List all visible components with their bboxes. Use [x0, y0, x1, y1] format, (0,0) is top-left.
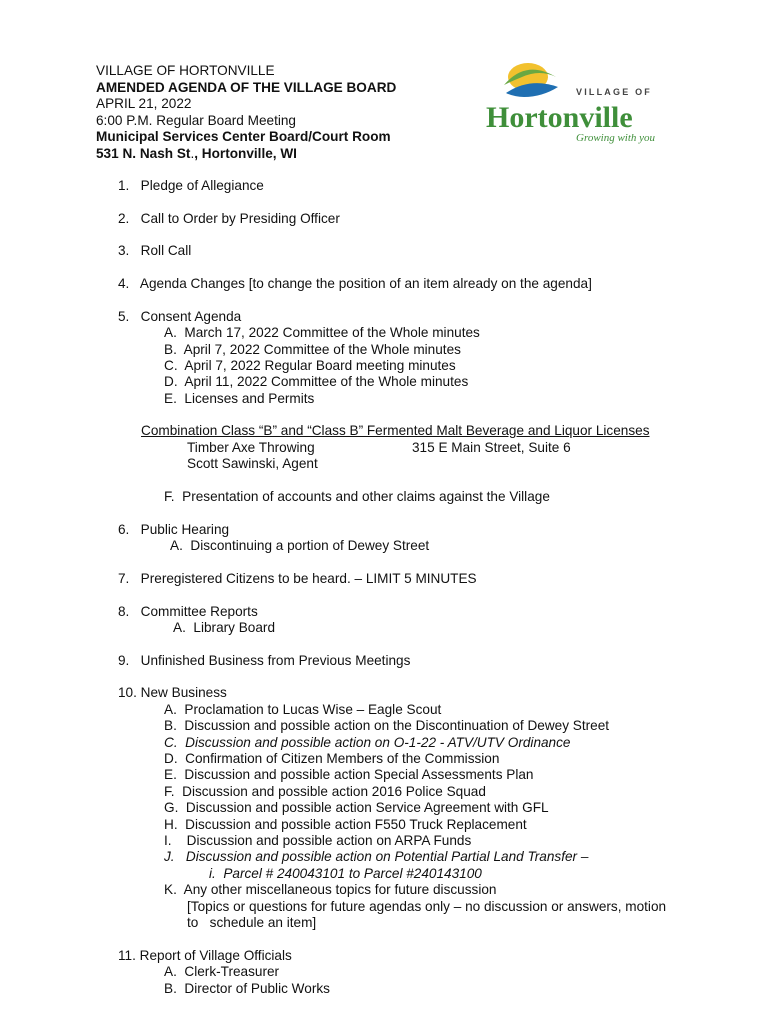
- agenda-item-10a: A. Proclamation to Lucas Wise – Eagle Scout: [164, 702, 442, 717]
- header-block: [96, 63, 396, 162]
- agenda-item-10b: B. Discussion and possible action on the Discontinuation of Dewey Street: [164, 718, 610, 733]
- license-business-name: Timber Axe Throwing: [187, 440, 315, 455]
- header-address-street: 531 N. Nash St: [96, 145, 191, 161]
- agenda-item-10i: I. Discussion and possible action on ARPA Funds: [164, 833, 472, 848]
- header-location: Municipal Services Center Board/Court Room: [96, 129, 391, 144]
- agenda-item-10k-note-2: to schedule an item]: [187, 915, 317, 930]
- agenda-item-1: 1. Pledge of Allegiance: [118, 178, 264, 193]
- agenda-item-5d: D. April 11, 2022 Committee of the Whole minutes: [164, 374, 469, 389]
- agenda-item-8: 8. Committee Reports: [118, 604, 258, 619]
- agenda-item-10k: K. Any other miscellaneous topics for future discussion: [164, 882, 497, 897]
- header-address-city: , Hortonville, WI: [194, 145, 297, 161]
- agenda-item-5e: E. Licenses and Permits: [164, 391, 315, 406]
- agenda-item-5c: C. April 7, 2022 Regular Board meeting minutes: [164, 358, 456, 373]
- header-title: AMENDED AGENDA OF THE VILLAGE BOARD: [96, 79, 397, 95]
- logo-village-of-text: VILLAGE OF: [576, 87, 652, 97]
- agenda-item-11: 11. Report of Village Officials: [118, 948, 292, 963]
- agenda-item-7: 7. Preregistered Citizens to be heard. – LIMIT 5 MINUTES: [118, 571, 477, 586]
- agenda-item-10c: C. Discussion and possible action on O-1-22 - ATV/UTV Ordinance: [164, 735, 571, 750]
- agenda-item-9: 9. Unfinished Business from Previous Meetings: [118, 653, 411, 668]
- logo-name-text: Hortonville: [486, 101, 633, 134]
- agenda-item-10d: D. Confirmation of Citizen Members of the Commission: [164, 751, 500, 766]
- header-address-dot: .: [190, 145, 195, 161]
- agenda-item-10j: J. Discussion and possible action on Potential Partial Land Transfer –: [164, 849, 589, 864]
- agenda-item-3: 3. Roll Call: [118, 243, 192, 258]
- hortonville-logo: [484, 55, 666, 145]
- agenda-item-10h: H. Discussion and possible action F550 Truck Replacement: [164, 817, 527, 832]
- license-business-address: 315 E Main Street, Suite 6: [412, 440, 571, 455]
- logo-tagline-text: Growing with you: [576, 132, 656, 144]
- header-village-name: VILLAGE OF HORTONVILLE: [96, 63, 275, 78]
- license-heading: Combination Class “B” and “Class B” Fermented Malt Beverage and Liquor Licenses: [141, 423, 650, 438]
- agenda-item-2: 2. Call to Order by Presiding Officer: [118, 211, 340, 226]
- agenda-item-11a: A. Clerk-Treasurer: [164, 964, 280, 979]
- agenda-item-10f: F. Discussion and possible action 2016 Police Squad: [164, 784, 486, 799]
- header-date: APRIL 21, 2022: [96, 96, 192, 111]
- header-address: [96, 146, 396, 163]
- agenda-item-11b: B. Director of Public Works: [164, 981, 330, 996]
- license-agent: Scott Sawinski, Agent: [187, 456, 318, 471]
- agenda-item-10k-note-1: [Topics or questions for future agendas only – no discussion or answers, motion: [187, 899, 667, 914]
- agenda-item-10e: E. Discussion and possible action Special Assessments Plan: [164, 767, 534, 782]
- agenda-item-10: 10. New Business: [118, 685, 227, 700]
- agenda-item-5a: A. March 17, 2022 Committee of the Whole minutes: [164, 325, 480, 340]
- agenda-item-5b: B. April 7, 2022 Committee of the Whole minutes: [164, 342, 461, 357]
- agenda-item-5f: F. Presentation of accounts and other claims against the Village: [164, 489, 550, 504]
- agenda-item-6a: A. Discontinuing a portion of Dewey Street: [170, 538, 430, 553]
- header-meeting-time: 6:00 P.M. Regular Board Meeting: [96, 112, 296, 128]
- agenda-item-6: 6. Public Hearing: [118, 522, 230, 537]
- agenda-item-5: 5. Consent Agenda: [118, 309, 242, 324]
- agenda-item-10j-sub: i. Parcel # 240043101 to Parcel #240143100: [209, 866, 482, 881]
- agenda-item-4: 4. Agenda Changes [to change the position of an item already on the agenda]: [118, 276, 592, 291]
- agenda-item-8a: A. Library Board: [173, 620, 275, 635]
- agenda-item-10g: G. Discussion and possible action Service Agreement with GFL: [164, 800, 549, 815]
